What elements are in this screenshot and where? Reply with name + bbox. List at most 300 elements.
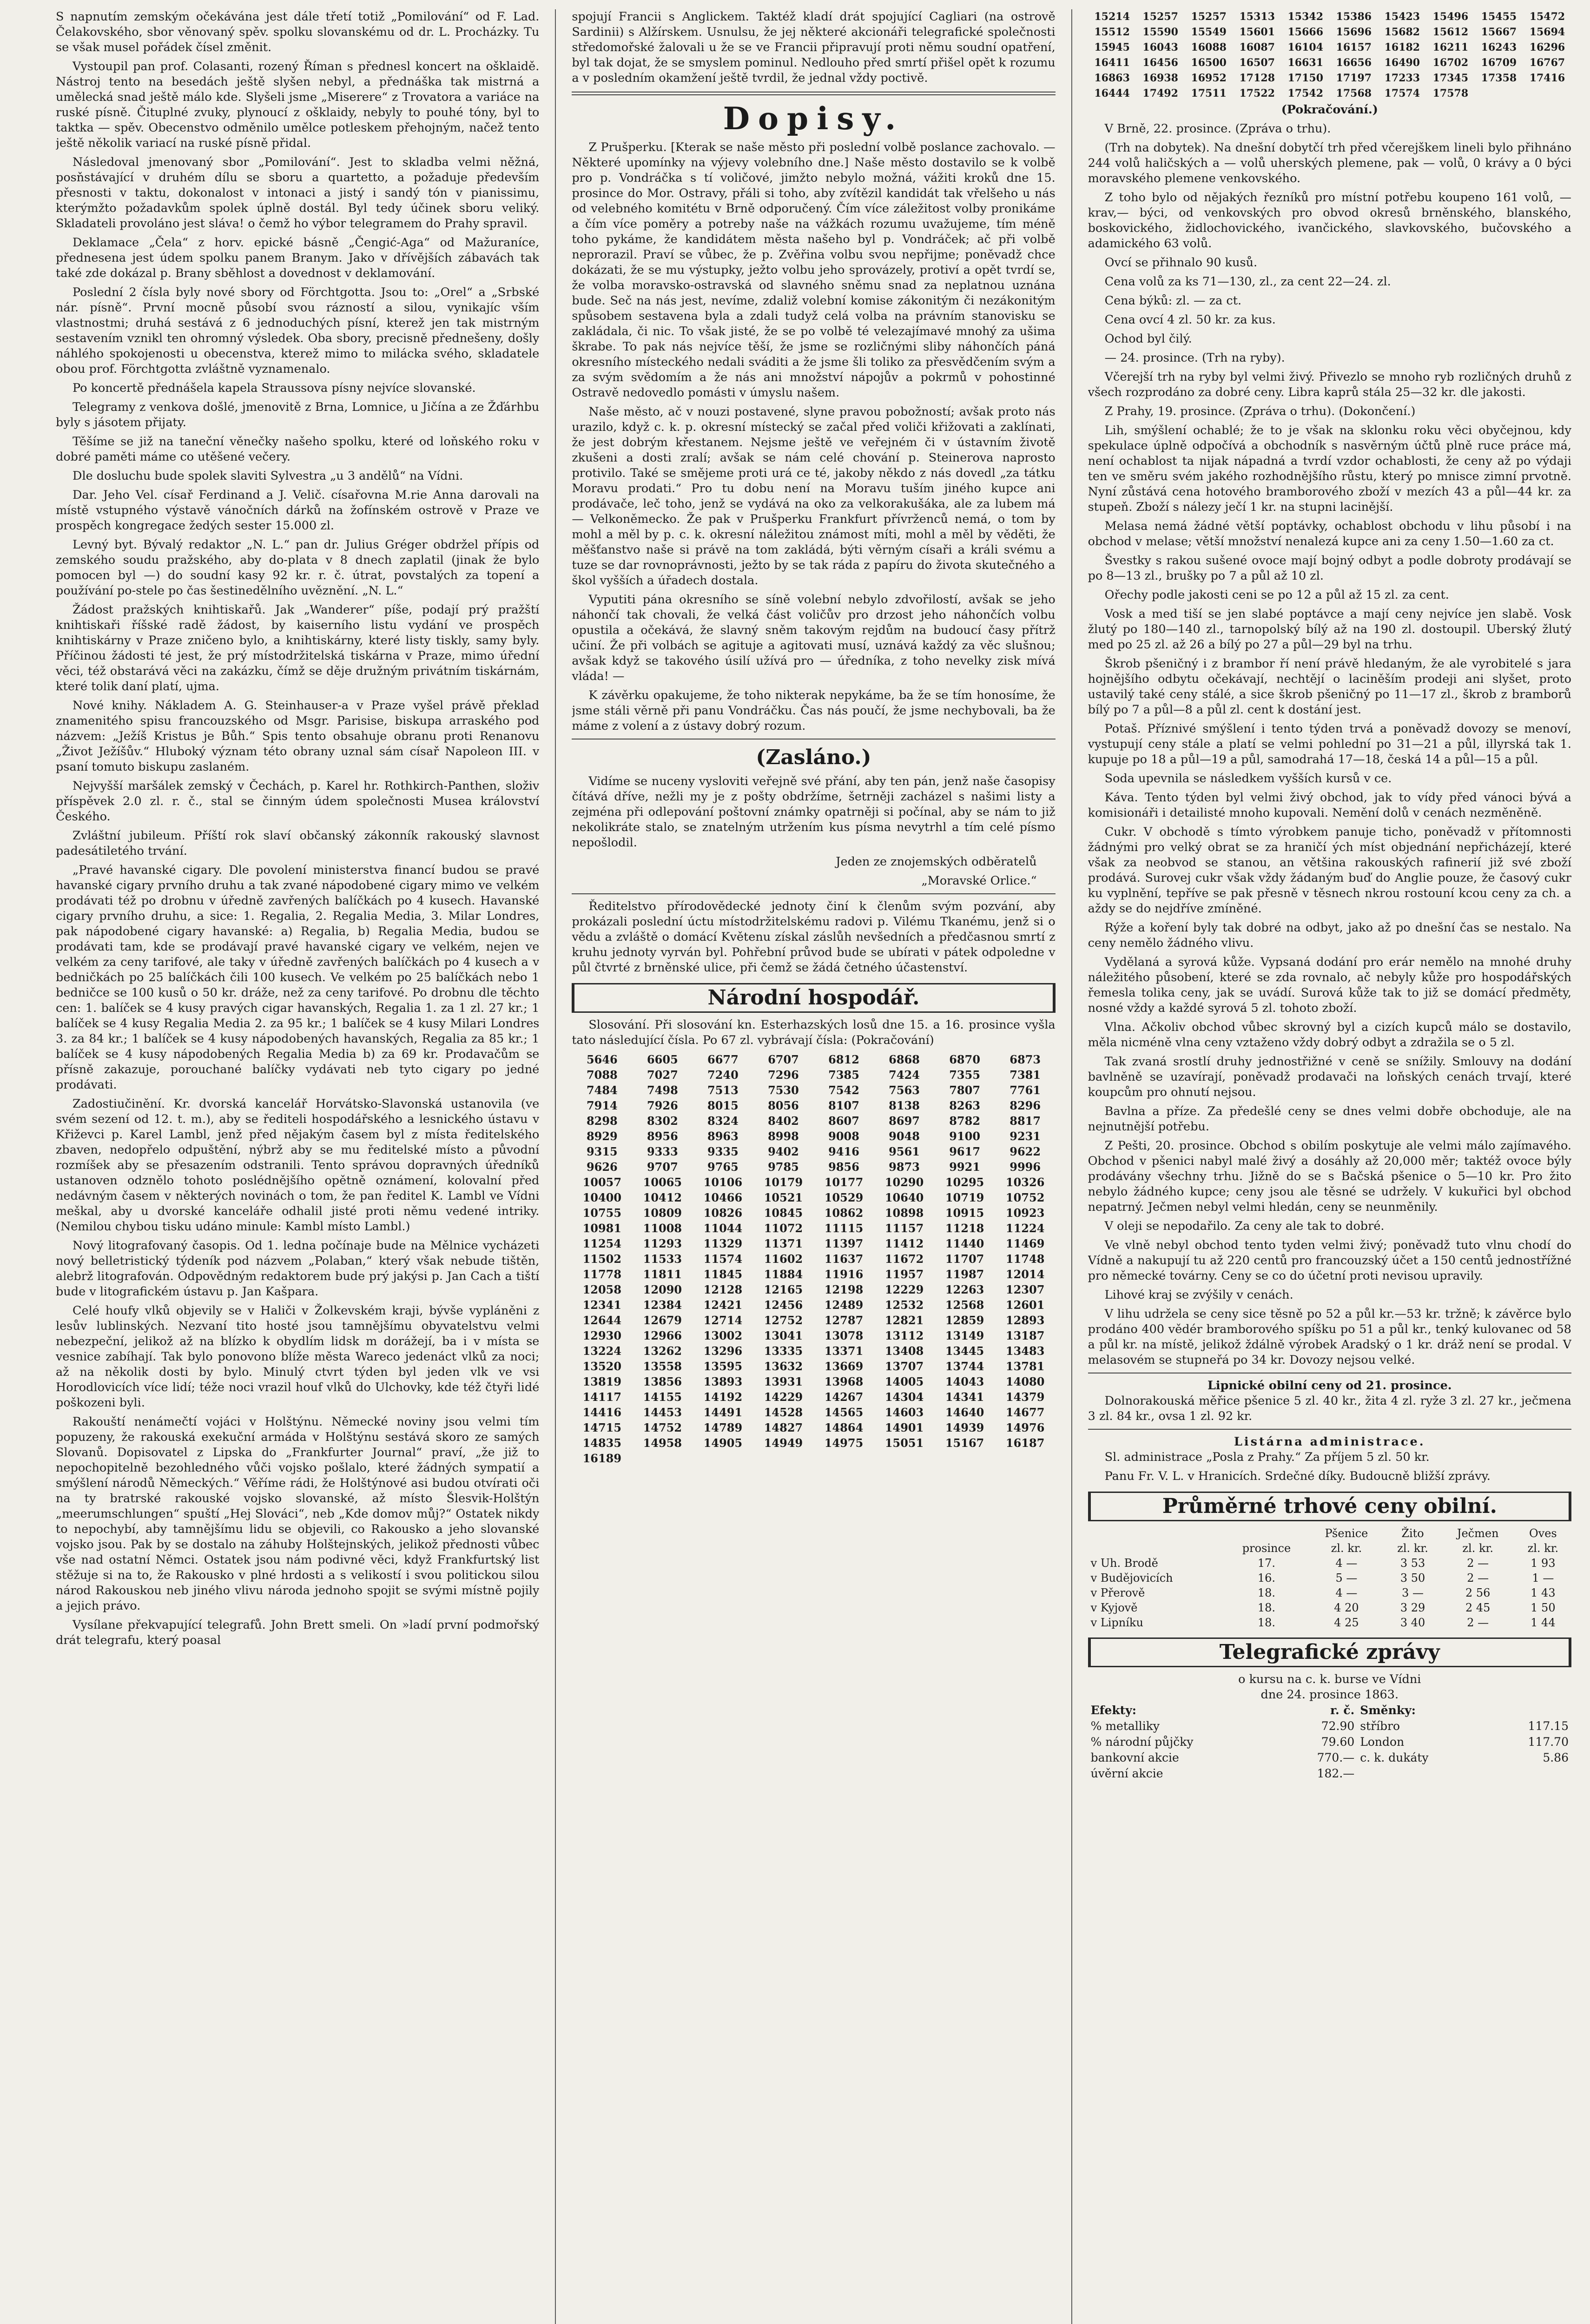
lottery-number: 13968 [824, 1375, 864, 1388]
lottery-number: 13669 [824, 1360, 864, 1373]
lottery-number: 12644 [582, 1314, 622, 1327]
exchange-row [1088, 1718, 1571, 1734]
lottery-number: 10106 [703, 1175, 743, 1189]
lottery-number: 13856 [643, 1375, 682, 1388]
dopisy-heading: Dopisy. [723, 100, 904, 137]
lottery-number: 10915 [945, 1206, 984, 1220]
market-paragraph: Z Pešti, 20. prosince. Obchod s obilím poskytuje ale velmi málo zajímavého. Obchod v pšenici nabyl malé živý a dosáhly až 20,000 měr; taktéž ovoce býly prodávány všechny trhu. Jižně do se s Bačská pšenice o 5—10 kr. Pro žito nebylo žádného kupce; ceny jsou ale těsné se udržely. V kukuřici byl obchod nepatrný. Ječmen nebyl velmi hledán, ceny se neunměnily. [1088, 1139, 1571, 1214]
market-paragraph: V oleji se nepodařilo. Za ceny ale tak to dobré. [1104, 1219, 1385, 1233]
lottery-number: 10177 [824, 1175, 864, 1189]
lottery-number: 8015 [707, 1099, 739, 1112]
prices-heading: Průměrné trhové ceny obilní. [1088, 1492, 1571, 1521]
lottery-number: 14976 [1005, 1421, 1045, 1434]
lottery-number: 14304 [884, 1390, 924, 1404]
lottery-number: 11574 [703, 1252, 743, 1266]
lottery-number: 15342 [1287, 11, 1324, 23]
lottery-number: 12263 [945, 1283, 984, 1296]
price-cell: 2 — [1467, 1557, 1489, 1570]
market-paragraph: Z Prahy, 19. prosince. (Zpráva o trhu). (Dokončení.) [1104, 404, 1416, 418]
lottery-number: 11397 [824, 1237, 864, 1250]
lottery-number: 6677 [707, 1053, 739, 1066]
lottery-number: 11293 [643, 1237, 682, 1250]
lottery-number: 16456 [1142, 57, 1178, 69]
news-paragraph: Dar. Jeho Vel. císař Ferdinand a J. Velič. císařovna M.rie Anna darovali na místě vstupného výstavě vánočních dárků na žofínském ostrově v Praze ve prospěch kongregace žedých sester 15.000 zl. [56, 488, 540, 533]
lottery-number: 14565 [824, 1406, 864, 1419]
lottery-number: 15455 [1481, 11, 1517, 23]
price-cell: 18. [1257, 1586, 1276, 1599]
price-cell: v Budějovicích [1090, 1571, 1173, 1585]
lottery-number: 11469 [1005, 1237, 1045, 1250]
lottery-number: 6873 [1009, 1053, 1041, 1066]
lottery-number: 14416 [582, 1406, 622, 1419]
lottery-number: 16507 [1239, 57, 1275, 69]
exchange-cell [1489, 1703, 1571, 1718]
lottery-number: 13002 [703, 1329, 743, 1342]
lottery-number: 10290 [884, 1175, 924, 1189]
lottery-number: 8263 [949, 1099, 981, 1112]
dopisy-paragraph: Vyputiti pána okresního se síně volební nebylo zdvořilostí, avšak se jeho náhončí tak chovali, že velká část voličův pro drzost jeho náhončích volbu opustila a očekává, že slavný sněm takovým rejdům na budoucí časy přítrž učiní. Že při volbách se agituje a agitovati musí, uznává každý za věc slušnou; avšak když se takového úsilí užívá pro — úředníka, z toho nevelky zisk mívá vláda! — [572, 593, 1056, 683]
lottery-number: 10640 [884, 1191, 924, 1204]
market-paragraph: Ovcí se přihnalo 90 kusů. [1104, 256, 1258, 270]
exchange-row [1088, 1703, 1571, 1718]
price-cell: 18. [1257, 1616, 1276, 1629]
columns [56, 9, 1571, 2324]
lottery-number: 12859 [945, 1314, 984, 1327]
exchange-cell: 72.90 [1321, 1719, 1355, 1733]
dopisy-paragraph: Naše město, ač v nouzi postavené, slyne pravou pobožností; avšak proto nás urazilo, když c. k. p. okresní místecký se začal před voliči křižovati a zaklínati, že jest dobrým křestanem. Nejsme ještě ve veřejném či v ústavním životě zkušeni a dosti zralí; avšak se nám celé chování p. Steinerova naprosto protivilo. Také se smějeme proti urá ce té, jakoby někdo z nás dovedl „za tátku Moravu prodati.“ Pro tu dobu není na Moravu tuším jiného kupce ani prodávače, leč toho, jenž se vydává na oko za velkorakušáka, ale za lubem má — Velkoněmecko. Že pak v Prušperku Frankfurt přívrženců nemá, o tom by mohl a měl by p. c. k. okresní náležitou známost míti, mohl a měl by věděti, že měšťanstvo naše si právě na tom zakládá, býti věrným císaři a králi svému a tuze se dar rovnoprávnosti, ježto by se tak ráda z papíru do života skutečného a škol vyšších a úřadech dostala. [572, 405, 1056, 588]
lottery-number: 13041 [764, 1329, 803, 1342]
lottery-number: 12821 [884, 1314, 924, 1327]
exchange-cell: stříbro [1360, 1719, 1400, 1733]
news-paragraph: Zadostiučinění. Kr. dvorská kancelář Horvátsko-Slavonská ustanovila (ve svém sezení od 12. t. m.), aby se řediteli hospodářského a lesnického ústavu v Křiževci p. Karel Lambl, jenž před nějakým časem byl z místa ředitelského zbaven, nedopřelo odpuštění, nýbrž aby se mu ředitelské místo a původní rozmíšek aby se přesazením odstranili. Tento správou dopravných úředníků ustanoven odznělo tohoto poslédnějšího opětně oznámení, kolovalní před nedávným časem v některých novinách o tom, že pan ředitel K. Lambl ve Vídni meškal, aby u dvorské kanceláře odhalil jisté proti němu vedené intriky. (Nemilou chybou tisku udáno minule: Kambl místo Lambl.) [56, 1097, 540, 1234]
lottery-number: 10057 [582, 1175, 622, 1189]
lottery-number: 17568 [1336, 87, 1372, 99]
lottery-number: 8402 [768, 1114, 799, 1128]
news-paragraph: S napnutím zemským očekávána jest dále třetí totiž „Pomilování“ od F. Lad. Čelakovského, sbor věnovaný spěv. spolku slovanskému od dr. L. Procházky. Tu se však musel pořádek čísel změnit. [56, 10, 540, 54]
exchange-cell: 117.70 [1528, 1735, 1569, 1749]
lottery-number: 15512 [1094, 26, 1130, 38]
market-reports [1088, 121, 1571, 1368]
news-paragraph: Levný byt. Bývalý redaktor „N. L.“ pan dr. Julius Gréger obdržel přípis od zemského soudu pražského, aby do-plata v 8 dnech zaplatil (jinak že bylo pomocen byl —) do soudní kasy 92 kr. r. č. útrat, povstalých za topení a používání po-stele po čas šestinedělního uvěznění. „N. L.“ [56, 538, 540, 598]
lottery-number: 14453 [643, 1406, 682, 1419]
lottery-number: 12532 [884, 1298, 924, 1312]
lottery-number: 10179 [764, 1175, 803, 1189]
lottery-number: 12456 [764, 1298, 803, 1312]
lottery-number: 14677 [1005, 1406, 1045, 1419]
lottery-number: 11845 [703, 1268, 743, 1281]
lottery-number: 12930 [582, 1329, 622, 1342]
lottery-number: 7498 [647, 1083, 678, 1097]
price-cell: 3 40 [1400, 1616, 1425, 1629]
lottery-number: 9402 [768, 1145, 799, 1158]
exchange-cell: bankovní akcie [1090, 1751, 1179, 1764]
lottery-number: 9921 [949, 1160, 981, 1174]
lottery-number: 15696 [1336, 26, 1372, 38]
column-2 [572, 9, 1055, 2324]
lottery-number: 12341 [582, 1298, 622, 1312]
column-1 [56, 9, 539, 2324]
lottery-number: 16490 [1384, 57, 1420, 69]
news-paragraph: Deklamace „Čela“ z horv. epické básně „Čengić-Aga“ od Mažuraníce, přednesena jest údem spolku panem Branym. Jako v dřívějších zábavách tak také zde dokázal p. Brany sběhlost a dovednost v deklamování. [56, 236, 540, 280]
price-cell: 2 — [1467, 1571, 1489, 1585]
lottery-number: 14155 [643, 1390, 682, 1404]
lottery-number: 6870 [949, 1053, 981, 1066]
lottery-number: 7088 [586, 1068, 618, 1082]
exchange-cell: úvěrní akcie [1090, 1767, 1163, 1780]
lottery-number: 12229 [884, 1283, 924, 1296]
price-cell: zl. kr. [1462, 1542, 1493, 1555]
news-paragraph: Rakouští nenámečtí vojáci v Holštýnu. Německé noviny jsou velmi tím popuzeny, že rakouská exekuční armáda v Holštýnu sestává skoro ze samých Slovanů. Dopisovatel z Lipska do „Frankfurter Journal“ praví, „že již to nepochopitelně bezohledného vůči vojsko pošlalo, které žádných sympatií a smýšlení národů Německých.“ Věříme rádi, že Holštýnové asi budou otvírati oči na ty bratrské rakouské vojsko slovanské, až místo Šlesvik-Holštýn „meerumschlungen“ spuští „Hej Slováci“, neb „Kde domov můj?“ Ostatek nikdy to nepochybí, aby tamnějšímu lidu se objevili, co Rakousko a jeho slovanské vojsko jsou. Pak by se dostalo na záhuby Holštejnských, jelikož přednosti vůbec vše nad ostatní Němci. Ostatek jsou nám podivné věci, když Frankfurtský list stěžuje si na to, že Rakousko v plné hrdosti a s velikostí i svou politickou silou národ Rakouskou neb jiného vlivu národa jednoho spojit se svými místně pojily a jejich právo. [56, 1415, 540, 1613]
lottery-number: 12714 [703, 1314, 743, 1327]
lottery-number: 14117 [582, 1390, 622, 1404]
lottery-number: 10719 [945, 1191, 984, 1204]
market-paragraph: Soda upevnila se následkem vyšších kursů v ce. [1104, 772, 1392, 786]
price-cell: 4 20 [1334, 1601, 1359, 1614]
lottery-number: 10529 [824, 1191, 864, 1204]
lottery-number: 14939 [945, 1421, 984, 1434]
market-paragraph: Rýže a koření byly tak dobré na odbyt, jako až po dnešní čas se nestalo. Na ceny nemělo žádného vlivu. [1088, 921, 1571, 950]
lottery-number: 16182 [1384, 41, 1420, 53]
lottery-number: 11811 [643, 1268, 682, 1281]
market-paragraph: Cena ovcí 4 zl. 50 kr. za kus. [1104, 313, 1276, 327]
exchange-cell: % národní půjčky [1090, 1735, 1194, 1749]
exchange-cell: c. k. dukáty [1360, 1751, 1429, 1764]
price-cell: Žito [1401, 1527, 1424, 1540]
lottery-number: 14752 [643, 1421, 682, 1434]
news-paragraph: Zvláštní jubileum. Příští rok slaví občanský zákonník rakouský slavnost padesátiletého trvání. [56, 829, 540, 858]
news-paragraph: Vysílane překvapující telegrafů. John Brett smeli. On »ladí první podmořský drát telegrafu, který poasal [56, 1618, 540, 1647]
lottery-number: 11637 [824, 1252, 864, 1266]
price-cell [1225, 1526, 1309, 1541]
lottery-number: 15472 [1529, 11, 1565, 23]
lottery-number: 16656 [1336, 57, 1372, 69]
market-paragraph: V Brně, 22. prosince. (Zpráva o trhu). [1104, 122, 1331, 136]
lottery-number: 8296 [1009, 1099, 1041, 1112]
market-paragraph: Cena volů za ks 71—130, zl., za cent 22—24. zl. [1104, 275, 1391, 289]
lottery-number: 11115 [824, 1221, 864, 1235]
lottery-number: 14789 [703, 1421, 743, 1434]
lottery-number: 10466 [703, 1191, 743, 1204]
lottery-number: 16088 [1191, 41, 1227, 53]
price-cell [1088, 1541, 1225, 1556]
lottery-number: 9335 [707, 1145, 739, 1158]
lottery-number: 10862 [824, 1206, 864, 1220]
market-paragraph: Ochod byl čilý. [1104, 332, 1192, 346]
lottery-number: 7027 [647, 1068, 678, 1082]
price-cell: 2 45 [1465, 1601, 1491, 1614]
lottery-number: 10898 [884, 1206, 924, 1220]
exchange-cell: 182.— [1317, 1767, 1355, 1780]
price-cell: 2 — [1467, 1616, 1489, 1629]
lottery-number: 9561 [889, 1145, 920, 1158]
lottery-number: 10400 [582, 1191, 622, 1204]
lottery-number: 6868 [889, 1053, 920, 1066]
lottery-number: 12679 [643, 1314, 682, 1327]
lottery-number: 7385 [828, 1068, 859, 1082]
zaslano-signature-paper: „Moravské Orlice.“ [921, 874, 1037, 888]
section-rule [572, 893, 1055, 894]
lottery-number: 11254 [582, 1237, 622, 1250]
exchange-cell: 117.15 [1528, 1719, 1569, 1733]
lottery-number: 7926 [647, 1099, 678, 1112]
lottery-number: 15601 [1239, 26, 1275, 38]
price-cell: 1 93 [1531, 1557, 1556, 1570]
lottery-number: 8998 [768, 1129, 799, 1143]
lottery-number: 16187 [1005, 1436, 1045, 1450]
market-paragraph: Cena býků: zl. — za ct. [1104, 294, 1242, 308]
lottery-number: 16709 [1481, 57, 1517, 69]
market-paragraph: Včerejší trh na ryby byl velmi živý. Přivezlo se mnoho ryb rozličných druhů z všech rozprodáno za dobré ceny. Libra kaprů stála 25—32 kr. dle jakosti. [1088, 370, 1571, 399]
news-paragraph: Nové knihy. Nákladem A. G. Steinhauser-a v Praze vyšel právě překlad znamenitého spisu francouzského od Msgr. Parisise, biskupa arraského pod názvem: „Ježíš Kristus je Bůh.“ Spis tento obsahuje obranu proti Renanovu „Život Ježíšův.“ Hluboký význam této obrany uznal sám císař Napoleon III. v psaní tomuto biskupu zaslaném. [56, 699, 540, 774]
lottery-number: 11884 [764, 1268, 803, 1281]
lottery-number: 7761 [1009, 1083, 1041, 1097]
lottery-number: 13187 [1005, 1329, 1045, 1342]
lottery-number: 10326 [1005, 1175, 1045, 1189]
lottery-number: 13371 [824, 1344, 864, 1358]
lottery-number: 16411 [1094, 57, 1130, 69]
price-header-row [1088, 1526, 1571, 1541]
price-cell: Ječmen [1457, 1527, 1499, 1540]
slosovani-intro: Slosování. Při slosování kn. Esterhazských losů dne 15. a 16. prosince vyšla tato následující čísla. Po 67 zl. vybrávají čísla: (Pokračování) [572, 1018, 1056, 1047]
lottery-number: 7296 [768, 1068, 799, 1082]
lottery-number: 16863 [1094, 72, 1130, 84]
price-cell: 3 53 [1400, 1557, 1425, 1570]
lottery-number: 14603 [884, 1406, 924, 1419]
lottery-number: 12421 [703, 1298, 743, 1312]
lottery-number: 12752 [764, 1314, 803, 1327]
telegraf-subheading: o kursu na c. k. burse ve Vídni [1238, 1672, 1421, 1686]
lottery-number: 17574 [1384, 87, 1420, 99]
lottery-number: 13224 [582, 1344, 622, 1358]
price-cell: v Přerově [1090, 1586, 1145, 1599]
lottery-numbers-continued [1088, 9, 1571, 101]
price-cell: 16. [1257, 1571, 1276, 1585]
lottery-number: 14640 [945, 1406, 984, 1419]
lottery-number: 15313 [1239, 11, 1275, 23]
lottery-number: 8817 [1009, 1114, 1041, 1128]
lottery-number: 13707 [884, 1360, 924, 1373]
lottery-number: 8324 [707, 1114, 739, 1128]
lottery-number: 14043 [945, 1375, 984, 1388]
lottery-number: 14491 [703, 1406, 743, 1419]
price-cell: Pšenice [1325, 1527, 1368, 1540]
lottery-number: 10295 [945, 1175, 984, 1189]
lottery-number: 11412 [884, 1237, 924, 1250]
lottery-number: 13408 [884, 1344, 924, 1358]
lottery-number: 9231 [1009, 1129, 1041, 1143]
market-paragraph: Bavlna a příze. Za předešlé ceny se dnes velmi dobře obchoduje, ale na nejnutnější potřebu. [1088, 1104, 1571, 1134]
exchange-row [1088, 1750, 1571, 1766]
lottery-number: 14005 [884, 1375, 924, 1388]
price-cell: v Uh. Brodě [1090, 1557, 1158, 1570]
lottery-number: 16243 [1481, 41, 1517, 53]
lottery-number: 16952 [1191, 72, 1227, 84]
narodni-hospodar-heading: Národní hospodář. [572, 983, 1055, 1013]
lottery-number: 16444 [1094, 87, 1130, 99]
lottery-number: 8963 [707, 1129, 739, 1143]
lottery-number: 7914 [586, 1099, 618, 1112]
column-divider [555, 9, 556, 2324]
lottery-number: 14827 [764, 1421, 803, 1434]
news-paragraph: Telegramy z venkova došlé, jmenovitě z Brna, Lomnice, u Jičína a ze Žďárhbu byly s jásotem přijaty. [56, 400, 540, 429]
lottery-number: 12198 [824, 1283, 864, 1296]
lottery-number: 11602 [764, 1252, 803, 1266]
lottery-number: 12966 [643, 1329, 682, 1342]
lottery-number: 9622 [1009, 1145, 1041, 1158]
lottery-number: 9996 [1009, 1160, 1041, 1174]
zaslano-paragraph: Vidíme se nuceny vysloviti veřejně své přání, aby ten pán, jenž naše časopisy čítává dříve, nežli my je z pošty obdržíme, šetrněji zacházel s našimi listy a zejména při odlepování poštovní známky opatrněji si počínal, aby se nám to již nekolikráte stalo, se znatelným utržením kus písma nevytrhl a tím celé písmo nepošlodil. [572, 774, 1056, 850]
lottery-number: 11008 [643, 1221, 682, 1235]
price-cell: 4 — [1335, 1557, 1358, 1570]
market-paragraph: Vosk a med tiší se jen slabé poptávce a mají ceny nejvíce jen slabě. Vosk žlutý po 180—140 zl., tarnopolský bílý až na 190 zl. dostoupil. Uberský žlutý med po 25 zl. až 26 a bílý po 27 a půl—29 byl na trhu. [1088, 607, 1571, 652]
lottery-number: 17542 [1287, 87, 1324, 99]
lottery-number: 14949 [764, 1436, 803, 1450]
price-cell: 1 44 [1531, 1616, 1556, 1629]
lottery-number: 17358 [1481, 72, 1517, 84]
lottery-number: 9008 [828, 1129, 859, 1143]
price-cell: 2 56 [1465, 1586, 1491, 1599]
lottery-number: 10412 [643, 1191, 682, 1204]
lottery-number: 17128 [1239, 72, 1275, 84]
price-subheader-row [1088, 1541, 1571, 1556]
lottery-number: 11778 [582, 1268, 622, 1281]
lottery-number: 9315 [586, 1145, 618, 1158]
lottery-number: 16702 [1432, 57, 1469, 69]
price-cell: 1 — [1532, 1571, 1554, 1585]
lottery-number: 15496 [1432, 11, 1469, 23]
lottery-number: 15666 [1287, 26, 1324, 38]
lottery-number: 13632 [764, 1360, 803, 1373]
price-cell: 3 50 [1400, 1571, 1425, 1585]
lottery-number: 15549 [1191, 26, 1227, 38]
lottery-number: 10065 [643, 1175, 682, 1189]
lottery-number: 14715 [582, 1421, 622, 1434]
lottery-number: 14835 [582, 1436, 622, 1450]
lottery-number: 12128 [703, 1283, 743, 1296]
lottery-number: 17522 [1239, 87, 1275, 99]
section-rule [572, 92, 1055, 95]
lottery-number: 11329 [703, 1237, 743, 1250]
lottery-number: 15386 [1336, 11, 1372, 23]
lottery-number: 7513 [707, 1083, 739, 1097]
lottery-number: 13595 [703, 1360, 743, 1373]
lottery-number: 8697 [889, 1114, 920, 1128]
lottery-number: 15694 [1529, 26, 1565, 38]
lottery-number: 15612 [1432, 26, 1469, 38]
lottery-number: 8056 [768, 1099, 799, 1112]
dopisy-paragraph: K závěrku opakujeme, že toho nikterak nepykáme, ba že se tím honosíme, že jsme stáli věrně při panu Vondráčku. Čas nás poučí, že jsme nechybovali, ba že máme z volení a z ústavy dobrý rozum. [572, 688, 1056, 733]
lipnicke-prices: Dolnorakouská měřice pšenice 5 zl. 40 kr., žita 4 zl. ryže 3 zl. 27 kr., ječmena 3 zl. 84 kr., ovsa 1 zl. 92 kr. [1088, 1394, 1571, 1423]
lottery-number: 15257 [1142, 11, 1178, 23]
market-paragraph: Ve vlně nebyl obchod tento tyden velmi živý; poněvadž tuto vlnu chodí do Vídně a nakupují tu až 220 centů pro francouzský účet a 150 centů jednostřížné pro německé továrny. Ceny se co do účetní proti nevisou upravily. [1088, 1238, 1571, 1283]
lottery-number: 6605 [647, 1053, 678, 1066]
lottery-number: 11707 [945, 1252, 984, 1266]
price-cell: v Kyjově [1090, 1601, 1138, 1614]
lottery-number: 13296 [703, 1344, 743, 1358]
lottery-number: 9100 [949, 1129, 981, 1143]
lottery-number: 8607 [828, 1114, 859, 1128]
lottery-number: 11748 [1005, 1252, 1045, 1266]
market-paragraph: (Trh na dobytek). Na dnešní dobytčí trh před včerejškem lineli bylo přihnáno 244 volů haličských a — volů uherských plemene, pak — volů, 0 krávy a 0 býci moravského plemene venkovského. [1088, 141, 1571, 185]
lottery-number: 10752 [1005, 1191, 1045, 1204]
lottery-number: 11533 [643, 1252, 682, 1266]
lottery-number: 13520 [582, 1360, 622, 1373]
reditelstvo-notice: Ředitelstvo přírodovědecké jednoty činí k členům svým pozvání, aby prokázali poslední úctu místodržitelskému radovi p. Vilému Tkanému, jenž si o vědu a zvláště o domácí Květenu získal záslůh nevšedních a předčasnou smrtí z kruhu jednoty vyrván byl. Pohřební průvod bude se ubírati v pátek odpoledne v půl čtvrté z brněnské ulice, při čemž se žádá četného účastenství. [572, 899, 1056, 975]
price-rows [1088, 1556, 1571, 1630]
exchange-row [1088, 1766, 1571, 1782]
lottery-number: 9856 [828, 1160, 859, 1174]
lottery-number: 9707 [647, 1160, 678, 1174]
lottery-number: 13335 [764, 1344, 803, 1358]
market-paragraph: Z toho bylo od nějakých řezníků pro místní potřebu koupeno 161 volů, — krav,— býci, od venkovských pro obvod okresů brněnského, blanského, boskovického, židlochovického, ivančického, slavkovského, bučovského a adamického 63 volů. [1088, 191, 1571, 251]
market-paragraph: Potaš. Příznivé smýšlení i tento týden trvá a poněvadž dovozy se menoví, vystupují ceny stále a platí se velmi pohlední po 31—21 a půl, illyrská tak 1. kupuje po 18 a půl—19 a půl, samodrahá 17—18, česká 14 a půl—15 a půl. [1088, 722, 1571, 766]
price-cell: 1 43 [1531, 1586, 1556, 1599]
lottery-number: 16296 [1529, 41, 1565, 53]
lottery-number: 17197 [1336, 72, 1372, 84]
exchange-cell: Směnky: [1360, 1703, 1416, 1717]
lottery-number: 14975 [824, 1436, 864, 1450]
exchange-cell: 79.60 [1321, 1735, 1355, 1749]
dopisy-section [572, 140, 1055, 734]
lottery-number: 15590 [1142, 26, 1178, 38]
lottery-number: 11044 [703, 1221, 743, 1235]
lottery-number: 9416 [828, 1145, 859, 1158]
lottery-number: 13078 [824, 1329, 864, 1342]
lottery-number: 8782 [949, 1114, 981, 1128]
lottery-number: 17492 [1142, 87, 1178, 99]
price-cell: 3 29 [1400, 1601, 1425, 1614]
lottery-number: 13744 [945, 1360, 984, 1373]
lottery-number: 12165 [764, 1283, 803, 1296]
market-paragraph: Vydělaná a syrová kůže. Vypsaná dodání pro erár nemělo na mnohé druhy náležitého působení, které se zda rovnalo, ač nebyly kůže pro hospodářských řemesla tolika ceny, jak se uvádí. Surová kůže tak to již se domácí předměty, nosné vždy a každé syrová 5 zl. tohoto zboží. [1088, 955, 1571, 1015]
lottery-number: 12384 [643, 1298, 682, 1312]
price-row [1088, 1585, 1571, 1600]
lottery-number: 14192 [703, 1390, 743, 1404]
lottery-number: 13819 [582, 1375, 622, 1388]
lottery-number: 16043 [1142, 41, 1178, 53]
lottery-number: 15423 [1384, 11, 1420, 23]
news-paragraph: Vystoupil pan prof. Colasanti, rozený Říman s přednesl koncert na ošklaidě. Nástroj tento na besedách ještě slyšen nebyl, a přednáška tak mistrná a umělecká snad ještě málo kde. Slyšeli jsme „Miserere“ z Trovatora a variáce na ruské písně. Čituplné zvuky, plynoucí z ošklaidy, nebyly to pouhé tóny, byl to taktka — spěv. Obecenstvo odměnilo umělce potleskem přehojným, načež tento ještě několik variací na ruské písně přidal. [56, 59, 540, 150]
lottery-number: 9048 [889, 1129, 920, 1143]
lottery-number: 10809 [643, 1206, 682, 1220]
lottery-number: 10845 [764, 1206, 803, 1220]
lottery-number: 13149 [945, 1329, 984, 1342]
lottery-number: 14958 [643, 1436, 682, 1450]
lottery-number: 17416 [1529, 72, 1565, 84]
lottery-number: 13558 [643, 1360, 682, 1373]
lottery-number: 11672 [884, 1252, 924, 1266]
lottery-number: 10521 [764, 1191, 803, 1204]
price-row [1088, 1571, 1571, 1585]
lottery-number: 15214 [1094, 11, 1130, 23]
listarna-item: Panu Fr. V. L. v Hranicích. Srdečné díky. Budoucně bližší zprávy. [1104, 1469, 1491, 1483]
lottery-number: 11502 [582, 1252, 622, 1266]
lottery-number: 15667 [1481, 26, 1517, 38]
lottery-number: 7484 [586, 1083, 618, 1097]
price-cell: zl. kr. [1527, 1542, 1559, 1555]
lottery-number: 11957 [884, 1268, 924, 1281]
price-cell: 18. [1257, 1601, 1276, 1614]
exchange-cell [1357, 1766, 1489, 1782]
lottery-number: 15167 [945, 1436, 984, 1450]
news-paragraph: „Pravé havanské cigary. Dle povolení ministerstva financí budou se pravé havanské cigary prvního druhu a tak zvané nápodobené cigary mimo ve velkém prodávati též po drobnu v úředně zavřených balíčkách po 4 kusech. Havanské cigary prvního druhu, a sice: 1. Regalia, 2. Regalia Media, 3. Milar Londres, pak nápodobené cigary havanské: a) Regalia, b) Regalia Media, budou se prodávati tam, kde se prodávají pravé havanské cigary ve velkém, nejen ve velkém za ceny tarifové, ale taky v úředně zavřených balíčkách po 4 kusech a v bedničkách po 25 balíčkách čili 100 kusech. Ve velkém po 25 balíčkách nebo 1 bedničce se 100 kusů o 50 kr. dráže, než za ceny tarifové. Po drobnu dle těchto cen: 1. balíček se 4 kusy pravých cigar havanských, Regalia 1. za 1 zl. 27 kr.; 1 balíček se 4 kusy Regalia Media 2. za 95 kr.; 1 balíček se 4 kusy Milari Londres 3. za 84 kr.; 1 balíček se 4 kusy nápodobených havanských, Regalia za 85 kr.; 1 balíček se 4 kusy nápodobených Regalia Media b) za 69 kr. Prodavačům se přísně zakazuje, porouchané balíčky vydávati neb tyto cigary po jedné prodávati. [56, 863, 540, 1092]
lottery-number: 12601 [1005, 1298, 1045, 1312]
lottery-number: 9626 [586, 1160, 618, 1174]
lottery-number: 14864 [824, 1421, 864, 1434]
lottery-number: 16500 [1191, 57, 1227, 69]
lottery-number: 7240 [707, 1068, 739, 1082]
lottery-number: 10923 [1005, 1206, 1045, 1220]
